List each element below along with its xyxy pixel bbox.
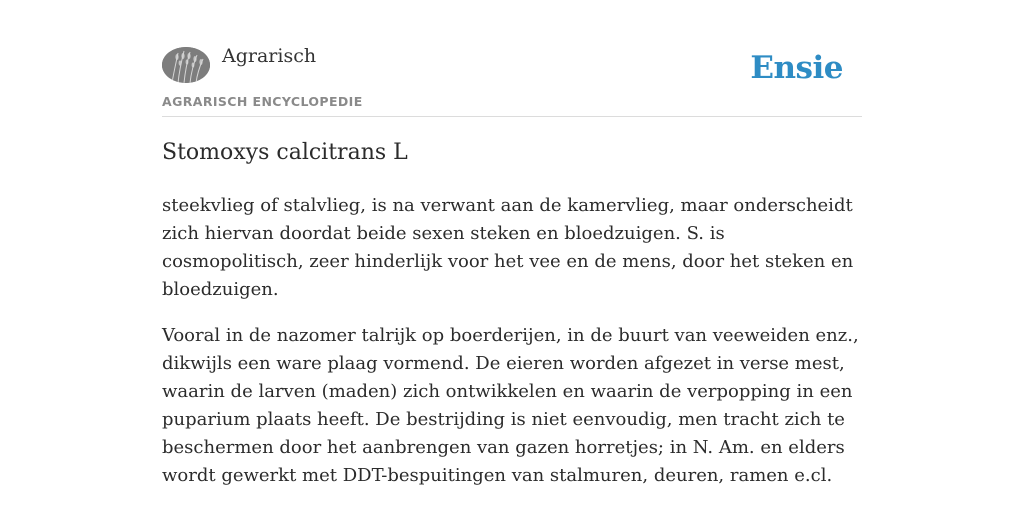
page-title: Stomoxys calcitrans L bbox=[162, 140, 408, 165]
article-body bbox=[162, 192, 862, 508]
site-subtitle: AGRARISCH ENCYCLOPEDIE bbox=[162, 94, 363, 109]
page-container bbox=[162, 0, 862, 486]
wheat-icon[interactable] bbox=[162, 47, 210, 83]
site-header bbox=[162, 0, 862, 117]
article-paragraph: Vooral in de nazomer talrijk op boerderijen, in de buurt van veeweiden enz., dikwijls een ware plaag vormend. De eieren worden afgezet in verse mest, waarin de larven (maden) zich ontwikkelen en waarin de verpopping in een puparium plaats heeft. De bestrijding is niet eenvoudig, men tracht zich te beschermen door het aanbrengen van gazen horretjes; in N. Am. en elders wordt gewerkt met DDT-bespuitingen van stalmuren, deuren, ramen e.cl. bbox=[162, 325, 859, 486]
site-name[interactable]: Agrarisch bbox=[222, 45, 317, 67]
article-paragraph: steekvlieg of stalvlieg, is na verwant aan de kamervlieg, maar onderscheidt zich hiervan doordat beide sexen steken en bloedzuigen. S. is cosmopolitisch, zeer hinderlijk voor het vee en de mens, door het steken en bloedzuigen. bbox=[162, 195, 854, 300]
ensie-logo[interactable]: Ensie bbox=[750, 50, 843, 86]
